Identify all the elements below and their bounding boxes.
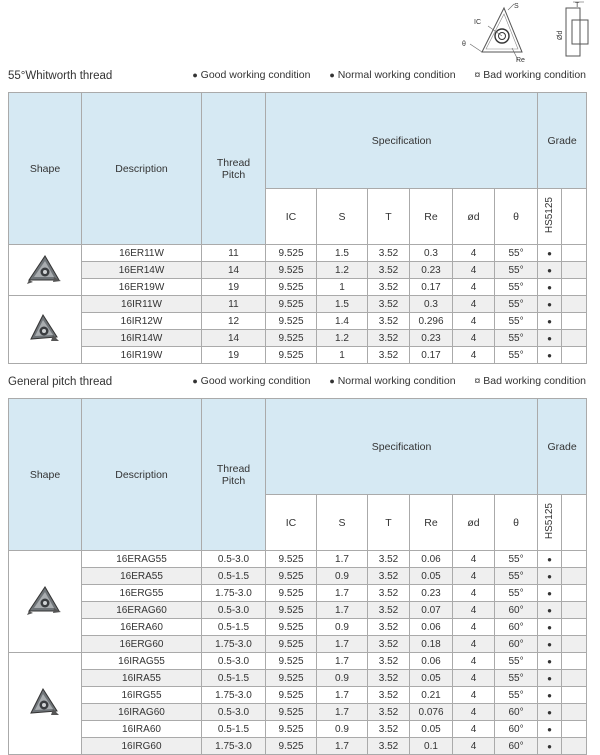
header-thread-pitch-line1: Thread [216, 462, 251, 475]
theta-cell: 55° [495, 568, 538, 585]
theta-cell: 55° [495, 296, 538, 313]
header-hs5125 [538, 189, 562, 245]
theta-cell: 55° [495, 687, 538, 704]
thread-pitch-cell: 0.5-1.5 [202, 619, 266, 636]
ic-cell: 9.525 [266, 721, 317, 738]
header-grade: Grade [538, 93, 587, 189]
ic-cell: 9.525 [266, 245, 317, 262]
ic-cell: 9.525 [266, 619, 317, 636]
description-cell: 16ER19W [82, 279, 202, 296]
thread-pitch-cell: 0.5-1.5 [202, 670, 266, 687]
thread-pitch-cell: 0.5-3.0 [202, 602, 266, 619]
s-cell: 1.2 [317, 262, 368, 279]
grade-blank-cell [562, 279, 587, 296]
t-cell: 3.52 [368, 262, 410, 279]
header-s: S [317, 495, 368, 551]
theta-cell: 60° [495, 704, 538, 721]
table-row [9, 330, 587, 347]
s-cell: 0.9 [317, 670, 368, 687]
s-cell: 1.7 [317, 585, 368, 602]
s-cell: 0.9 [317, 721, 368, 738]
t-cell: 3.52 [368, 619, 410, 636]
header-grade-blank [562, 189, 587, 245]
header-d: ød [453, 189, 495, 245]
table-row [9, 636, 587, 653]
d-cell: 4 [453, 245, 495, 262]
description-cell: 16ERAG55 [82, 551, 202, 568]
t-cell: 3.52 [368, 347, 410, 364]
table-row [9, 551, 587, 568]
s-cell: 0.9 [317, 568, 368, 585]
hs5125-grade-cell: ● [538, 262, 562, 279]
s-cell: 1 [317, 347, 368, 364]
re-cell: 0.17 [410, 279, 453, 296]
spec-table [8, 398, 587, 755]
theta-cell: 55° [495, 670, 538, 687]
table-row [9, 653, 587, 670]
thread-pitch-cell: 11 [202, 245, 266, 262]
shape-cell [9, 245, 82, 296]
ic-cell: 9.525 [266, 330, 317, 347]
t-cell: 3.52 [368, 636, 410, 653]
grade-blank-cell [562, 347, 587, 364]
normal-condition-marker: ● [329, 376, 335, 386]
grade-blank-cell [562, 687, 587, 704]
t-cell: 3.52 [368, 245, 410, 262]
header-s: S [317, 189, 368, 245]
theta-cell: 60° [495, 602, 538, 619]
s-cell: 1.7 [317, 738, 368, 755]
theta-cell: 55° [495, 313, 538, 330]
grade-blank-cell [562, 245, 587, 262]
table-row [9, 313, 587, 330]
theta-cell: 60° [495, 738, 538, 755]
thread-pitch-cell: 1.75-3.0 [202, 636, 266, 653]
external-thread-insert-icon [27, 609, 63, 620]
thread-pitch-cell: 0.5-3.0 [202, 653, 266, 670]
header-thread-pitch [202, 399, 266, 551]
table-row [9, 585, 587, 602]
theta-cell: 55° [495, 347, 538, 364]
header-thread-pitch [202, 93, 266, 245]
d-cell: 4 [453, 568, 495, 585]
grade-blank-cell [562, 619, 587, 636]
thread-pitch-cell: 1.75-3.0 [202, 738, 266, 755]
re-cell: 0.076 [410, 704, 453, 721]
d-cell: 4 [453, 670, 495, 687]
grade-blank-cell [562, 296, 587, 313]
description-cell: 16ERAG60 [82, 602, 202, 619]
re-cell: 0.23 [410, 585, 453, 602]
spec-table [8, 92, 587, 364]
d-cell: 4 [453, 721, 495, 738]
grade-blank-cell [562, 330, 587, 347]
d-cell: 4 [453, 636, 495, 653]
re-cell: 0.06 [410, 551, 453, 568]
ic-cell: 9.525 [266, 704, 317, 721]
d-cell: 4 [453, 704, 495, 721]
d-cell: 4 [453, 738, 495, 755]
thread-pitch-cell: 11 [202, 296, 266, 313]
hs5125-grade-cell: ● [538, 568, 562, 585]
header-thread-pitch-line2: Pitch [221, 474, 246, 487]
legend-good: Good working condition [200, 69, 311, 81]
description-cell: 16ERA55 [82, 568, 202, 585]
internal-thread-insert-icon [27, 711, 63, 722]
t-cell: 3.52 [368, 568, 410, 585]
legend-good: Good working condition [200, 375, 311, 387]
header-shape: Shape [9, 399, 82, 551]
d-cell: 4 [453, 602, 495, 619]
s-cell: 1.7 [317, 704, 368, 721]
s-cell: 1.4 [317, 313, 368, 330]
description-cell: 16IR14W [82, 330, 202, 347]
hs5125-grade-cell: ● [538, 619, 562, 636]
section-general-pitch-thread [8, 374, 586, 755]
thread-pitch-cell: 1.75-3.0 [202, 687, 266, 704]
hs5125-grade-cell: ● [538, 245, 562, 262]
s-cell: 1.5 [317, 245, 368, 262]
description-cell: 16ERG55 [82, 585, 202, 602]
ic-cell: 9.525 [266, 279, 317, 296]
legend-normal: Normal working condition [337, 69, 456, 81]
grade-blank-cell [562, 721, 587, 738]
s-cell: 1.7 [317, 636, 368, 653]
diagram-label-ic: IC [474, 19, 481, 26]
diagram-label-re: Re [516, 57, 525, 64]
hs5125-grade-cell: ● [538, 653, 562, 670]
hs5125-grade-cell: ● [538, 585, 562, 602]
shape-cell [9, 653, 82, 755]
grade-blank-cell [562, 704, 587, 721]
hs5125-grade-cell: ● [538, 347, 562, 364]
description-cell: 16IR11W [82, 296, 202, 313]
description-cell: 16ER11W [82, 245, 202, 262]
d-cell: 4 [453, 687, 495, 704]
description-cell: 16IRAG55 [82, 653, 202, 670]
table-body [9, 245, 587, 364]
bad-condition-marker: ¤ [474, 69, 481, 81]
re-cell: 0.23 [410, 262, 453, 279]
header-d: ød [453, 495, 495, 551]
d-cell: 4 [453, 296, 495, 313]
side-view-drawing [566, 2, 588, 56]
ic-cell: 9.525 [266, 687, 317, 704]
table-row [9, 670, 587, 687]
s-cell: 1 [317, 279, 368, 296]
thread-pitch-cell: 1.75-3.0 [202, 585, 266, 602]
thread-pitch-cell: 0.5-3.0 [202, 704, 266, 721]
ic-cell: 9.525 [266, 313, 317, 330]
theta-cell: 60° [495, 619, 538, 636]
description-cell: 16IR19W [82, 347, 202, 364]
grade-blank-cell [562, 313, 587, 330]
legend-normal: Normal working condition [337, 375, 456, 387]
ic-cell: 9.525 [266, 653, 317, 670]
internal-thread-insert-icon [27, 337, 63, 348]
t-cell: 3.52 [368, 704, 410, 721]
header-description: Description [82, 93, 202, 245]
s-cell: 1.2 [317, 330, 368, 347]
header-shape: Shape [9, 93, 82, 245]
table-row [9, 602, 587, 619]
header-thread-pitch-line2: Pitch [221, 168, 246, 181]
header-t: T [368, 495, 410, 551]
re-cell: 0.06 [410, 653, 453, 670]
t-cell: 3.52 [368, 585, 410, 602]
ic-cell: 9.525 [266, 568, 317, 585]
d-cell: 4 [453, 279, 495, 296]
d-cell: 4 [453, 347, 495, 364]
table-row [9, 296, 587, 313]
header-hs5125-label: HS5125 [544, 196, 556, 234]
re-cell: 0.05 [410, 670, 453, 687]
t-cell: 3.52 [368, 653, 410, 670]
re-cell: 0.23 [410, 330, 453, 347]
table-row [9, 279, 587, 296]
theta-cell: 55° [495, 551, 538, 568]
header-t: T [368, 189, 410, 245]
thread-pitch-cell: 19 [202, 347, 266, 364]
re-cell: 0.06 [410, 619, 453, 636]
good-condition-marker: ● [192, 376, 198, 386]
normal-condition-marker: ● [329, 70, 335, 80]
theta-cell: 55° [495, 262, 538, 279]
hs5125-grade-cell: ● [538, 721, 562, 738]
header-hs5125 [538, 495, 562, 551]
t-cell: 3.52 [368, 313, 410, 330]
s-cell: 1.7 [317, 687, 368, 704]
ic-cell: 9.525 [266, 585, 317, 602]
re-cell: 0.296 [410, 313, 453, 330]
d-cell: 4 [453, 262, 495, 279]
description-cell: 16IR12W [82, 313, 202, 330]
ic-cell: 9.525 [266, 602, 317, 619]
hs5125-grade-cell: ● [538, 636, 562, 653]
section-title: General pitch thread [8, 376, 113, 388]
hs5125-grade-cell: ● [538, 738, 562, 755]
grade-blank-cell [562, 262, 587, 279]
ic-cell: 9.525 [266, 296, 317, 313]
table-row [9, 245, 587, 262]
description-cell: 16ERG60 [82, 636, 202, 653]
table-body [9, 551, 587, 755]
header-hs5125-label: HS5125 [544, 502, 556, 540]
hs5125-grade-cell: ● [538, 313, 562, 330]
table-row [9, 262, 587, 279]
diagram-label-theta: θ [462, 41, 466, 48]
description-cell: 16ER14W [82, 262, 202, 279]
description-cell: 16IRA55 [82, 670, 202, 687]
thread-pitch-cell: 0.5-1.5 [202, 568, 266, 585]
header-thread-pitch-line1: Thread [216, 156, 251, 169]
grade-blank-cell [562, 568, 587, 585]
ic-cell: 9.525 [266, 670, 317, 687]
table-row [9, 721, 587, 738]
s-cell: 1.7 [317, 602, 368, 619]
ic-cell: 9.525 [266, 347, 317, 364]
d-cell: 4 [453, 313, 495, 330]
diagram-label-s: S [514, 3, 519, 10]
header-re: Re [410, 495, 453, 551]
good-condition-marker: ● [192, 70, 198, 80]
hs5125-grade-cell: ● [538, 704, 562, 721]
s-cell: 1.5 [317, 296, 368, 313]
d-cell: 4 [453, 330, 495, 347]
header-description: Description [82, 399, 202, 551]
header-theta: θ [495, 495, 538, 551]
re-cell: 0.07 [410, 602, 453, 619]
t-cell: 3.52 [368, 330, 410, 347]
legend-bad: Bad working condition [483, 375, 586, 387]
insert-dimension-diagram [448, 0, 600, 64]
table-row [9, 347, 587, 364]
bad-condition-marker: ¤ [474, 375, 481, 387]
description-cell: 16IRG55 [82, 687, 202, 704]
theta-cell: 55° [495, 653, 538, 670]
s-cell: 1.7 [317, 551, 368, 568]
table-row [9, 568, 587, 585]
ic-cell: 9.525 [266, 262, 317, 279]
t-cell: 3.52 [368, 721, 410, 738]
description-cell: 16IRAG60 [82, 704, 202, 721]
theta-cell: 55° [495, 330, 538, 347]
hs5125-grade-cell: ● [538, 296, 562, 313]
thread-pitch-cell: 14 [202, 262, 266, 279]
ic-cell: 9.525 [266, 551, 317, 568]
hs5125-grade-cell: ● [538, 687, 562, 704]
header-grade-blank [562, 495, 587, 551]
re-cell: 0.21 [410, 687, 453, 704]
header-ic: IC [266, 189, 317, 245]
description-cell: 16ERA60 [82, 619, 202, 636]
t-cell: 3.52 [368, 687, 410, 704]
t-cell: 3.52 [368, 602, 410, 619]
theta-cell: 60° [495, 721, 538, 738]
table-row [9, 619, 587, 636]
re-cell: 0.3 [410, 296, 453, 313]
description-cell: 16IRA60 [82, 721, 202, 738]
shape-cell [9, 296, 82, 364]
grade-blank-cell [562, 670, 587, 687]
grade-blank-cell [562, 551, 587, 568]
theta-cell: 55° [495, 279, 538, 296]
re-cell: 0.3 [410, 245, 453, 262]
triangle-insert-drawing [470, 4, 522, 60]
re-cell: 0.05 [410, 568, 453, 585]
external-thread-insert-icon [27, 278, 63, 289]
header-specification: Specification [266, 93, 538, 189]
d-cell: 4 [453, 551, 495, 568]
hs5125-grade-cell: ● [538, 279, 562, 296]
section-title: 55°Whitworth thread [8, 70, 113, 82]
t-cell: 3.52 [368, 551, 410, 568]
hs5125-grade-cell: ● [538, 551, 562, 568]
hs5125-grade-cell: ● [538, 602, 562, 619]
section-whitworth-thread [8, 68, 586, 364]
theta-cell: 55° [495, 585, 538, 602]
diagram-label-d: Ød [557, 30, 564, 40]
d-cell: 4 [453, 585, 495, 602]
legend-bad: Bad working condition [483, 69, 586, 81]
thread-pitch-cell: 0.5-3.0 [202, 551, 266, 568]
t-cell: 3.52 [368, 670, 410, 687]
grade-blank-cell [562, 653, 587, 670]
s-cell: 0.9 [317, 619, 368, 636]
thread-pitch-cell: 0.5-1.5 [202, 721, 266, 738]
diagram-label-t: T [575, 2, 580, 9]
s-cell: 1.7 [317, 653, 368, 670]
ic-cell: 9.525 [266, 636, 317, 653]
legend [176, 375, 586, 387]
shape-cell [9, 551, 82, 653]
header-re: Re [410, 189, 453, 245]
table-row [9, 687, 587, 704]
hs5125-grade-cell: ● [538, 330, 562, 347]
grade-blank-cell [562, 738, 587, 755]
thread-pitch-cell: 14 [202, 330, 266, 347]
hs5125-grade-cell: ● [538, 670, 562, 687]
ic-cell: 9.525 [266, 738, 317, 755]
re-cell: 0.18 [410, 636, 453, 653]
d-cell: 4 [453, 653, 495, 670]
theta-cell: 60° [495, 636, 538, 653]
re-cell: 0.17 [410, 347, 453, 364]
t-cell: 3.52 [368, 279, 410, 296]
legend [176, 69, 586, 81]
grade-blank-cell [562, 585, 587, 602]
table-row [9, 704, 587, 721]
header-ic: IC [266, 495, 317, 551]
t-cell: 3.52 [368, 296, 410, 313]
table-row [9, 738, 587, 755]
re-cell: 0.05 [410, 721, 453, 738]
thread-pitch-cell: 19 [202, 279, 266, 296]
re-cell: 0.1 [410, 738, 453, 755]
grade-blank-cell [562, 602, 587, 619]
header-specification: Specification [266, 399, 538, 495]
theta-cell: 55° [495, 245, 538, 262]
t-cell: 3.52 [368, 738, 410, 755]
grade-blank-cell [562, 636, 587, 653]
description-cell: 16IRG60 [82, 738, 202, 755]
header-theta: θ [495, 189, 538, 245]
header-grade: Grade [538, 399, 587, 495]
thread-pitch-cell: 12 [202, 313, 266, 330]
d-cell: 4 [453, 619, 495, 636]
